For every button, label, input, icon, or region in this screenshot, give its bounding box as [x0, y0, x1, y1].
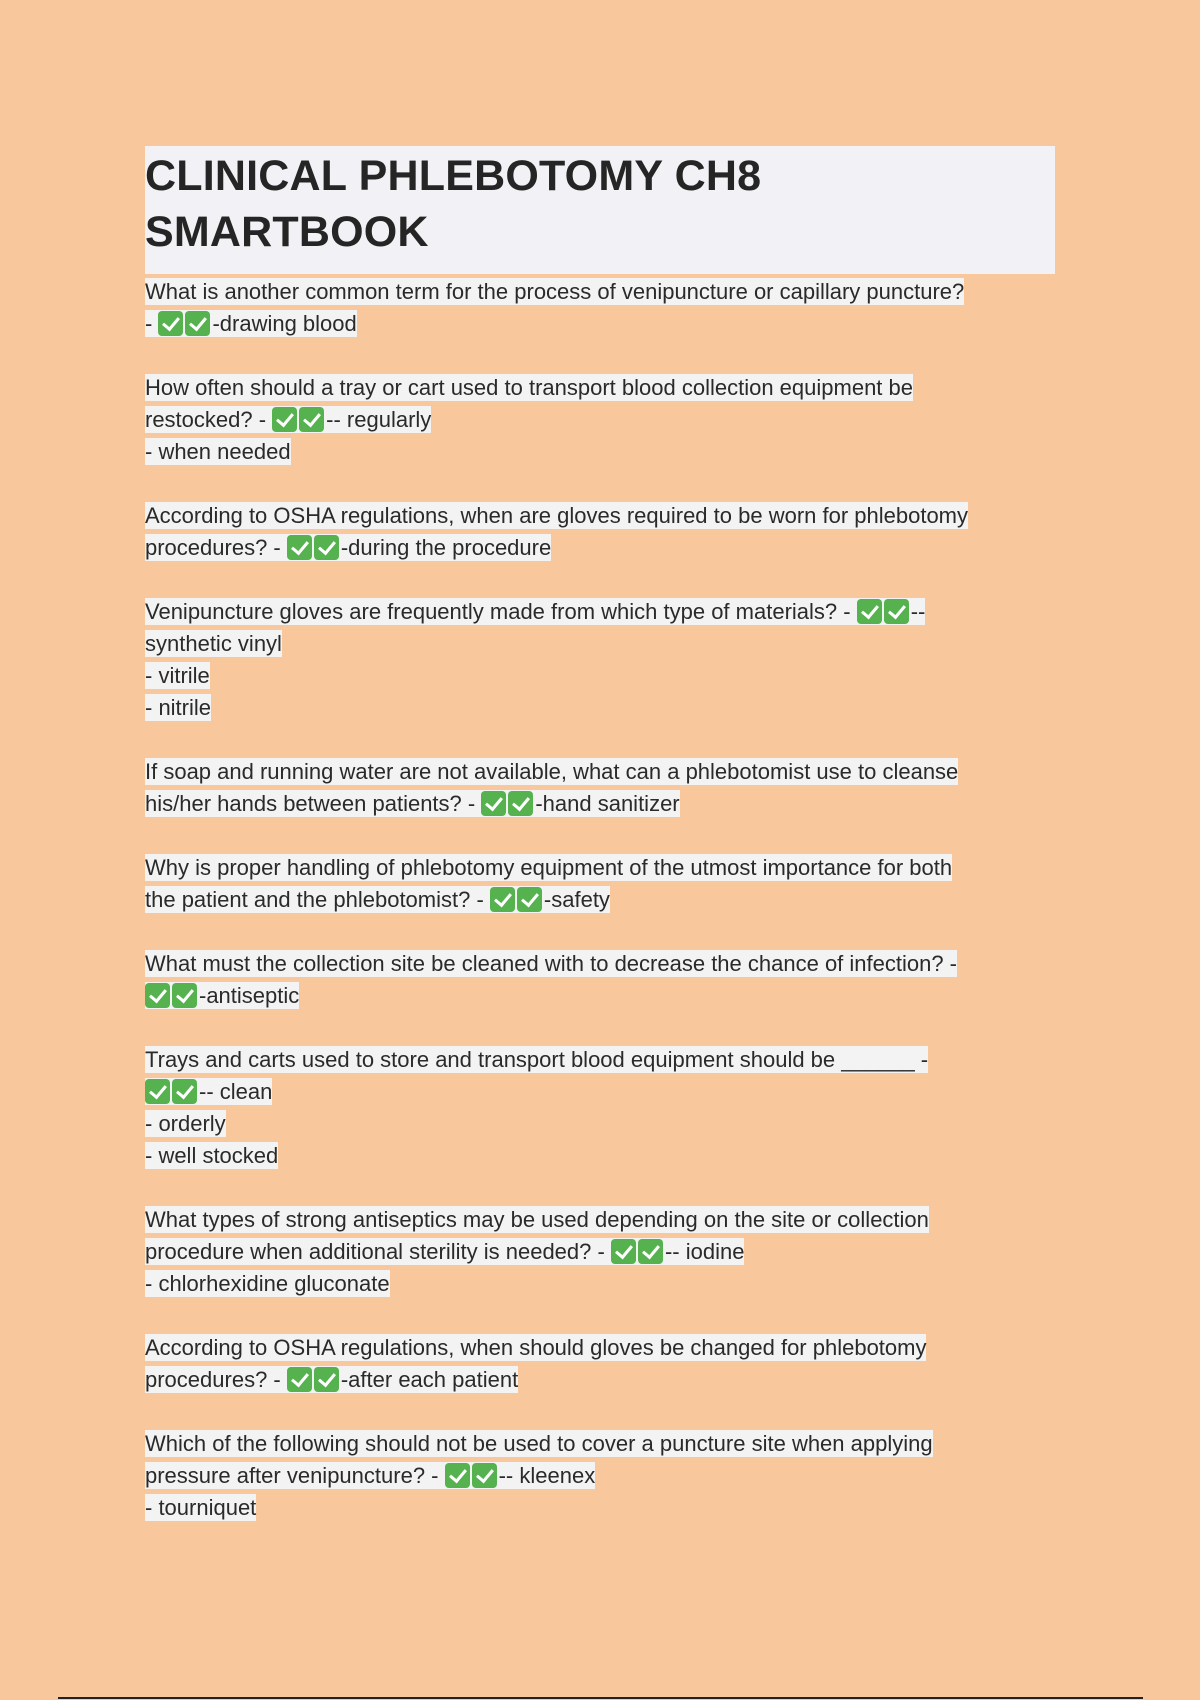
- qa-line-text: [145, 982, 299, 1009]
- question-tail: -: [145, 311, 159, 336]
- qa-line: [145, 788, 1055, 820]
- green-checkmark-icon: [314, 1367, 339, 1392]
- green-checkmark-icon: [857, 599, 882, 624]
- qa-line: [145, 1428, 1055, 1460]
- qa-line: [145, 628, 1055, 660]
- title-line-2: SMARTBOOK: [145, 208, 429, 256]
- line-text: What types of strong antiseptics may be used depending on the site or collection: [145, 1207, 929, 1232]
- line-text: According to OSHA regulations, when are gloves required to be worn for phlebotomy: [145, 503, 969, 528]
- qa-line: [145, 948, 1055, 980]
- line-text: - vitrile: [145, 663, 210, 688]
- qa-line: [145, 596, 1055, 628]
- qa-line-text: [145, 1334, 926, 1361]
- qa-line: [145, 1236, 1055, 1268]
- green-checkmark-icon: [314, 535, 339, 560]
- qa-line: [145, 980, 1055, 1012]
- qa-line-text: [145, 1110, 226, 1137]
- answer-text: -hand sanitizer: [535, 791, 680, 816]
- question-tail: Venipuncture gloves are frequently made from which type of materials? -: [145, 599, 857, 624]
- qa-line: [145, 436, 1055, 468]
- line-text: What must the collection site be cleaned with to decrease the chance of infection? -: [145, 951, 958, 976]
- page-bottom-divider: [58, 1697, 1143, 1699]
- qa-line: [145, 692, 1055, 724]
- question-tail: restocked? -: [145, 407, 273, 432]
- qa-line: [145, 1044, 1055, 1076]
- answer-text: -- clean: [199, 1079, 273, 1104]
- line-text: How often should a tray or cart used to transport blood collection equipment be: [145, 375, 914, 400]
- green-checkmark-icon: [611, 1239, 636, 1264]
- question-tail: the patient and the phlebotomist? -: [145, 887, 490, 912]
- qa-item: [145, 500, 1055, 564]
- answer-text: -- regularly: [326, 407, 432, 432]
- green-checkmark-icon: [508, 791, 533, 816]
- qa-line-text: [145, 790, 680, 817]
- qa-line: [145, 1492, 1055, 1524]
- question-tail: procedures? -: [145, 1367, 287, 1392]
- qa-line-text: [145, 1366, 518, 1393]
- qa-line-text: [145, 1270, 390, 1297]
- qa-item: [145, 596, 1055, 724]
- title-line-1: CLINICAL PHLEBOTOMY CH8: [145, 152, 762, 200]
- qa-line: [145, 500, 1055, 532]
- green-checkmark-icon: [172, 983, 197, 1008]
- green-checkmark-icon: [145, 983, 170, 1008]
- line-text: - chlorhexidine gluconate: [145, 1271, 390, 1296]
- qa-item: [145, 1204, 1055, 1300]
- question-tail: his/her hands between patients? -: [145, 791, 482, 816]
- qa-line-text: [145, 886, 610, 913]
- qa-line-text: [145, 534, 551, 561]
- answer-text: -antiseptic: [199, 983, 300, 1008]
- qa-line-text: [145, 1430, 933, 1457]
- qa-line-text: [145, 598, 925, 625]
- answer-text: -after each patient: [340, 1367, 519, 1392]
- qa-line: [145, 276, 1055, 308]
- green-checkmark-icon: [481, 791, 506, 816]
- qa-line: [145, 308, 1055, 340]
- qa-line-text: [145, 1206, 929, 1233]
- qa-line: [145, 1140, 1055, 1172]
- line-text: - when needed: [145, 439, 291, 464]
- qa-line: [145, 884, 1055, 916]
- green-checkmark-icon: [445, 1463, 470, 1488]
- qa-line-text: [145, 950, 957, 977]
- line-text: - nitrile: [145, 695, 212, 720]
- line-text: Why is proper handling of phlebotomy equipment of the utmost importance for both: [145, 855, 953, 880]
- green-checkmark-icon: [517, 887, 542, 912]
- green-checkmark-icon: [287, 535, 312, 560]
- qa-line: [145, 1268, 1055, 1300]
- qa-line-text: [145, 1494, 256, 1521]
- green-checkmark-icon: [287, 1367, 312, 1392]
- answer-text: -safety: [543, 887, 610, 912]
- qa-line-text: [145, 406, 431, 433]
- qa-line-text: [145, 374, 913, 401]
- line-text: According to OSHA regulations, when should gloves be changed for phlebotomy: [145, 1335, 927, 1360]
- qa-line: [145, 1108, 1055, 1140]
- line-text: Trays and carts used to store and transport blood equipment should be ______ -: [145, 1047, 929, 1072]
- green-checkmark-icon: [145, 1079, 170, 1104]
- qa-line-text: [145, 278, 964, 305]
- qa-line-text: [145, 854, 952, 881]
- green-checkmark-icon: [638, 1239, 663, 1264]
- qa-item: [145, 1428, 1055, 1524]
- answer-text: -during the procedure: [340, 535, 552, 560]
- qa-line-text: [145, 438, 291, 465]
- line-text: - orderly: [145, 1111, 226, 1136]
- qa-line: [145, 532, 1055, 564]
- line-text: synthetic vinyl: [145, 631, 282, 656]
- qa-item: [145, 948, 1055, 1012]
- qa-line: [145, 1204, 1055, 1236]
- qa-item: [145, 1332, 1055, 1396]
- qa-item: [145, 276, 1055, 340]
- answer-text: --: [910, 599, 926, 624]
- question-tail: procedure when additional sterility is needed? -: [145, 1239, 611, 1264]
- qa-line-text: [145, 1142, 278, 1169]
- qa-line-text: [145, 1078, 272, 1105]
- document-title: [145, 146, 1055, 274]
- qa-line-text: [145, 630, 282, 657]
- answer-text: -drawing blood: [212, 311, 357, 336]
- qa-line: [145, 404, 1055, 436]
- qa-item: [145, 372, 1055, 468]
- qa-line-text: [145, 502, 968, 529]
- green-checkmark-icon: [490, 887, 515, 912]
- line-text: - tourniquet: [145, 1495, 257, 1520]
- qa-line: [145, 372, 1055, 404]
- answer-text: -- kleenex: [498, 1463, 596, 1488]
- qa-line-text: [145, 1238, 744, 1265]
- green-checkmark-icon: [172, 1079, 197, 1104]
- green-checkmark-icon: [884, 599, 909, 624]
- qa-line: [145, 660, 1055, 692]
- question-tail: procedures? -: [145, 535, 287, 560]
- green-checkmark-icon: [185, 311, 210, 336]
- document-page: [145, 146, 1055, 1556]
- qa-item: [145, 756, 1055, 820]
- qa-line: [145, 1076, 1055, 1108]
- qa-line: [145, 852, 1055, 884]
- line-text: - well stocked: [145, 1143, 279, 1168]
- line-text: If soap and running water are not available, what can a phlebotomist use to cleanse: [145, 759, 959, 784]
- line-text: Which of the following should not be used to cover a puncture site when applying: [145, 1431, 933, 1456]
- qa-line-text: [145, 694, 211, 721]
- qa-list: [145, 276, 1055, 1524]
- line-text: What is another common term for the process of venipuncture or capillary puncture?: [145, 279, 965, 304]
- qa-item: [145, 1044, 1055, 1172]
- question-tail: pressure after venipuncture? -: [145, 1463, 445, 1488]
- qa-line-text: [145, 758, 958, 785]
- qa-line-text: [145, 310, 357, 337]
- qa-line-text: [145, 1046, 928, 1073]
- qa-line: [145, 1364, 1055, 1396]
- green-checkmark-icon: [299, 407, 324, 432]
- qa-line-text: [145, 1462, 595, 1489]
- qa-line: [145, 1332, 1055, 1364]
- green-checkmark-icon: [158, 311, 183, 336]
- answer-text: -- iodine: [664, 1239, 745, 1264]
- qa-line: [145, 1460, 1055, 1492]
- qa-line-text: [145, 662, 210, 689]
- green-checkmark-icon: [272, 407, 297, 432]
- qa-item: [145, 852, 1055, 916]
- qa-line: [145, 756, 1055, 788]
- green-checkmark-icon: [472, 1463, 497, 1488]
